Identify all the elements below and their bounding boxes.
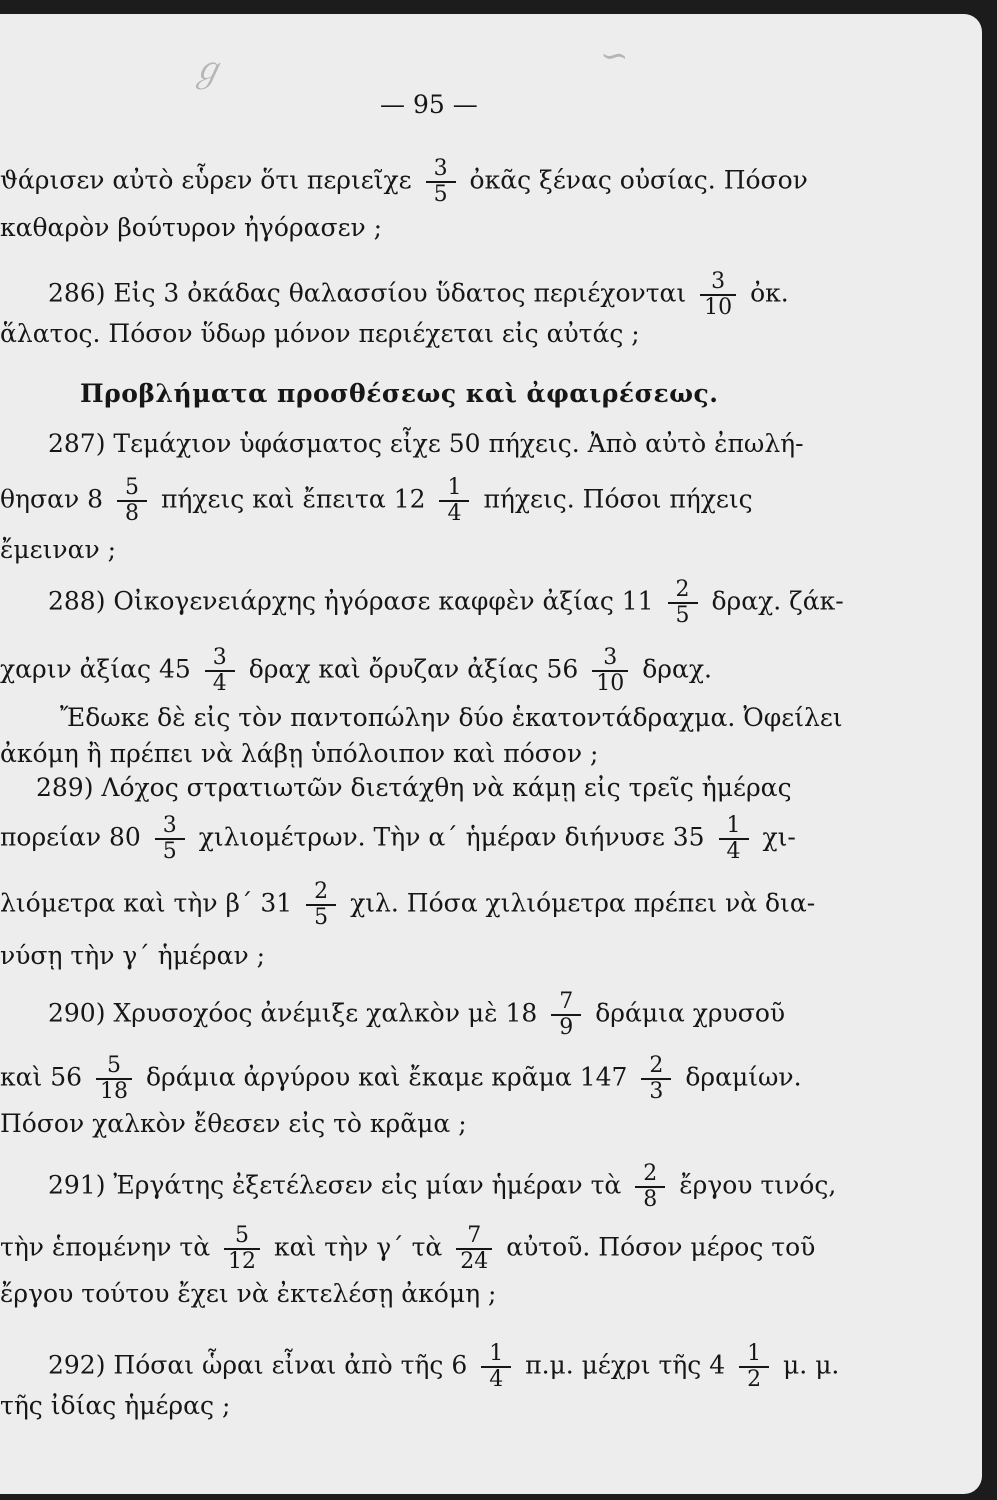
text-line <box>0 1278 496 1310</box>
text-run: μ. μ. <box>783 1350 840 1380</box>
fraction-denominator: 4 <box>726 839 741 864</box>
fraction-denominator: 12 <box>228 1249 257 1274</box>
text-run: καὶ 56 <box>0 1062 83 1092</box>
fraction <box>551 990 581 1040</box>
text-line <box>48 990 785 1040</box>
text-line <box>0 646 712 696</box>
fraction-numerator: 1 <box>489 1341 504 1366</box>
fraction-denominator: 5 <box>162 839 177 864</box>
text-run: δραμίων. <box>685 1062 802 1092</box>
text-run: ἀκόμη ἢ πρέπει νὰ λάβῃ ὑπόλοιπον καὶ πόσον ; <box>0 739 599 768</box>
fraction-numerator: 3 <box>603 645 618 670</box>
text-line <box>0 1108 467 1140</box>
fraction-numerator: 2 <box>314 879 329 904</box>
fraction-denominator: 2 <box>747 1367 762 1392</box>
fraction-denominator: 5 <box>433 182 448 207</box>
text-run: τὴν ἑπομένην τὰ <box>0 1232 211 1262</box>
text-run: 288) Οἰκογενειάρχης ἠγόρασε καφφὲν ἀξίας 11 <box>48 586 654 616</box>
fraction <box>205 646 235 696</box>
text-line <box>0 1390 230 1422</box>
text-run: δράμια ἀργύρου καὶ ἔκαμε κρᾶμα 147 <box>145 1062 628 1092</box>
text-line <box>0 1054 802 1104</box>
text-line <box>0 534 116 566</box>
text-line <box>48 578 844 628</box>
fraction-numerator: 1 <box>447 475 462 500</box>
text-line <box>36 772 792 804</box>
fraction <box>224 1224 260 1274</box>
fraction-denominator: 24 <box>460 1249 489 1274</box>
text-run: ἔμειναν ; <box>0 535 117 564</box>
pencil-mark-left: ℊ <box>190 50 224 90</box>
fraction-numerator: 3 <box>162 813 177 838</box>
text-run: Ἔδωκε δὲ εἰς τὸν παντοπώλην δύο ἑκατοντάδραχμα. Ὀφείλει <box>60 703 843 732</box>
fraction-denominator: 5 <box>675 603 690 628</box>
text-line <box>48 1162 836 1212</box>
fraction-denominator: 4 <box>212 671 227 696</box>
fraction <box>635 1162 665 1212</box>
text-run: 287) Τεμάχιον ὑφάσματος εἶχε 50 πήχεις. Ἀπὸ αὐτὸ ἐπωλή- <box>48 429 804 458</box>
text-run: δραχ. <box>642 654 712 684</box>
text-line <box>48 428 804 460</box>
text-line <box>0 814 796 864</box>
text-line <box>0 1224 815 1274</box>
fraction-numerator: 5 <box>107 1053 122 1078</box>
text-run: νύσῃ τὴν γ΄ ἡμέραν ; <box>0 941 266 970</box>
book-page <box>0 14 982 1494</box>
fraction-denominator: 3 <box>649 1079 664 1104</box>
fraction <box>739 1342 769 1392</box>
fraction-denominator: 18 <box>100 1079 129 1104</box>
text-run: λιόμετρα καὶ τὴν β΄ 31 <box>0 888 293 918</box>
text-run: πήχεις. Πόσοι πήχεις <box>483 484 753 514</box>
fraction <box>592 646 628 696</box>
fraction-numerator: 5 <box>124 475 139 500</box>
fraction-numerator: 3 <box>711 269 726 294</box>
fraction <box>96 1054 132 1104</box>
fraction-numerator: 3 <box>212 645 227 670</box>
fraction-denominator: 8 <box>643 1187 658 1212</box>
fraction-numerator: 1 <box>726 813 741 838</box>
text-run: ϑάρισεν αὐτὸ εὗρεν ὅτι περιεῖχε <box>0 165 412 195</box>
text-run: 286) Εἰς 3 ὀκάδας θαλασσίου ὕδατος περιέχονται <box>48 278 687 308</box>
text-run: χιλ. Πόσα χιλιόμετρα πρέπει νὰ δια- <box>350 888 816 918</box>
fraction <box>306 880 336 930</box>
text-run: χι- <box>762 822 796 852</box>
text-run: ὀκ. <box>750 278 789 308</box>
text-line <box>48 1342 839 1392</box>
fraction <box>456 1224 492 1274</box>
text-run: αὐτοῦ. Πόσον μέρος τοῦ <box>506 1232 816 1262</box>
fraction <box>426 157 456 207</box>
text-run: 290) Χρυσοχόος ἀνέμιξε χαλκὸν μὲ 18 <box>48 998 538 1028</box>
text-run: 289) Λόχος στρατιωτῶν διετάχθη νὰ κάμῃ εἰς τρεῖς ἡμέρας <box>36 773 792 802</box>
fraction-denominator: 4 <box>447 501 462 526</box>
fraction <box>700 270 736 320</box>
section-heading <box>80 378 718 410</box>
fraction <box>117 476 147 526</box>
fraction-numerator: 2 <box>675 577 690 602</box>
fraction-numerator: 1 <box>747 1341 762 1366</box>
text-line <box>0 212 382 244</box>
fraction-denominator: 8 <box>124 501 139 526</box>
text-run: χαριν ἀξίας 45 <box>0 654 191 684</box>
fraction-denominator: 4 <box>489 1367 504 1392</box>
text-run: καθαρὸν βούτυρον ἠγόρασεν ; <box>0 213 383 242</box>
text-line <box>0 738 598 770</box>
text-run: ἔργου τούτου ἔχει νὰ ἐκτελέσῃ ἀκόμη ; <box>0 1279 497 1308</box>
text-line <box>60 702 843 734</box>
text-run: πορείαν 80 <box>0 822 141 852</box>
fraction <box>481 1342 511 1392</box>
fraction-denominator: 5 <box>314 905 329 930</box>
text-run: ἔργου τινός, <box>679 1170 837 1200</box>
fraction-numerator: 7 <box>467 1223 482 1248</box>
text-run: ὀκᾶς ξένας οὐσίας. Πόσον <box>469 165 808 195</box>
text-run: δραχ. ζάκ- <box>711 586 844 616</box>
text-run: 292) Πόσαι ὧραι εἶναι ἀπὸ τῆς 6 <box>48 1350 468 1380</box>
fraction <box>668 578 698 628</box>
fraction-numerator: 7 <box>559 989 574 1014</box>
text-run: 291) Ἐργάτης ἐξετέλεσεν εἰς μίαν ἡμέραν τὰ <box>48 1170 622 1200</box>
fraction-numerator: 5 <box>235 1223 250 1248</box>
text-line <box>0 318 640 350</box>
text-run: πήχεις καὶ ἔπειτα 12 <box>160 484 426 514</box>
text-line <box>0 940 265 972</box>
text-line <box>0 476 753 526</box>
pencil-mark-right: ∽ <box>600 36 629 76</box>
fraction-denominator: 10 <box>596 671 625 696</box>
text-line <box>0 157 808 207</box>
fraction-numerator: 3 <box>433 156 448 181</box>
fraction <box>641 1054 671 1104</box>
text-run: Προβλήματα προσθέσεως καὶ ἀφαιρέσεως. <box>80 379 719 408</box>
fraction <box>439 476 469 526</box>
text-line <box>48 270 789 320</box>
fraction <box>155 814 185 864</box>
text-line <box>0 880 815 930</box>
fraction-numerator: 2 <box>643 1161 658 1186</box>
text-run: δράμια χρυσοῦ <box>595 998 786 1028</box>
text-run: π.μ. μέχρι τῆς 4 <box>525 1350 726 1380</box>
text-run: ἅλατος. Πόσον ὕδωρ μόνον περιέχεται εἰς αὐτάς ; <box>0 319 640 348</box>
text-run: δραχ καὶ ὄρυζαν ἀξίας 56 <box>248 654 579 684</box>
fraction-denominator: 10 <box>704 295 733 320</box>
text-run: Πόσον χαλκὸν ἔθεσεν εἰς τὸ κρᾶμα ; <box>0 1109 467 1138</box>
page-number: — 95 — <box>380 90 478 119</box>
text-run: χιλιομέτρων. Τὴν α΄ ἡμέραν διήνυσε 35 <box>198 822 705 852</box>
text-run: καὶ τὴν γ΄ τὰ <box>274 1232 443 1262</box>
text-run: τῆς ἰδίας ἡμέρας ; <box>0 1391 231 1420</box>
fraction <box>719 814 749 864</box>
fraction-numerator: 2 <box>649 1053 664 1078</box>
text-run: θησαν 8 <box>0 484 104 514</box>
fraction-denominator: 9 <box>559 1015 574 1040</box>
